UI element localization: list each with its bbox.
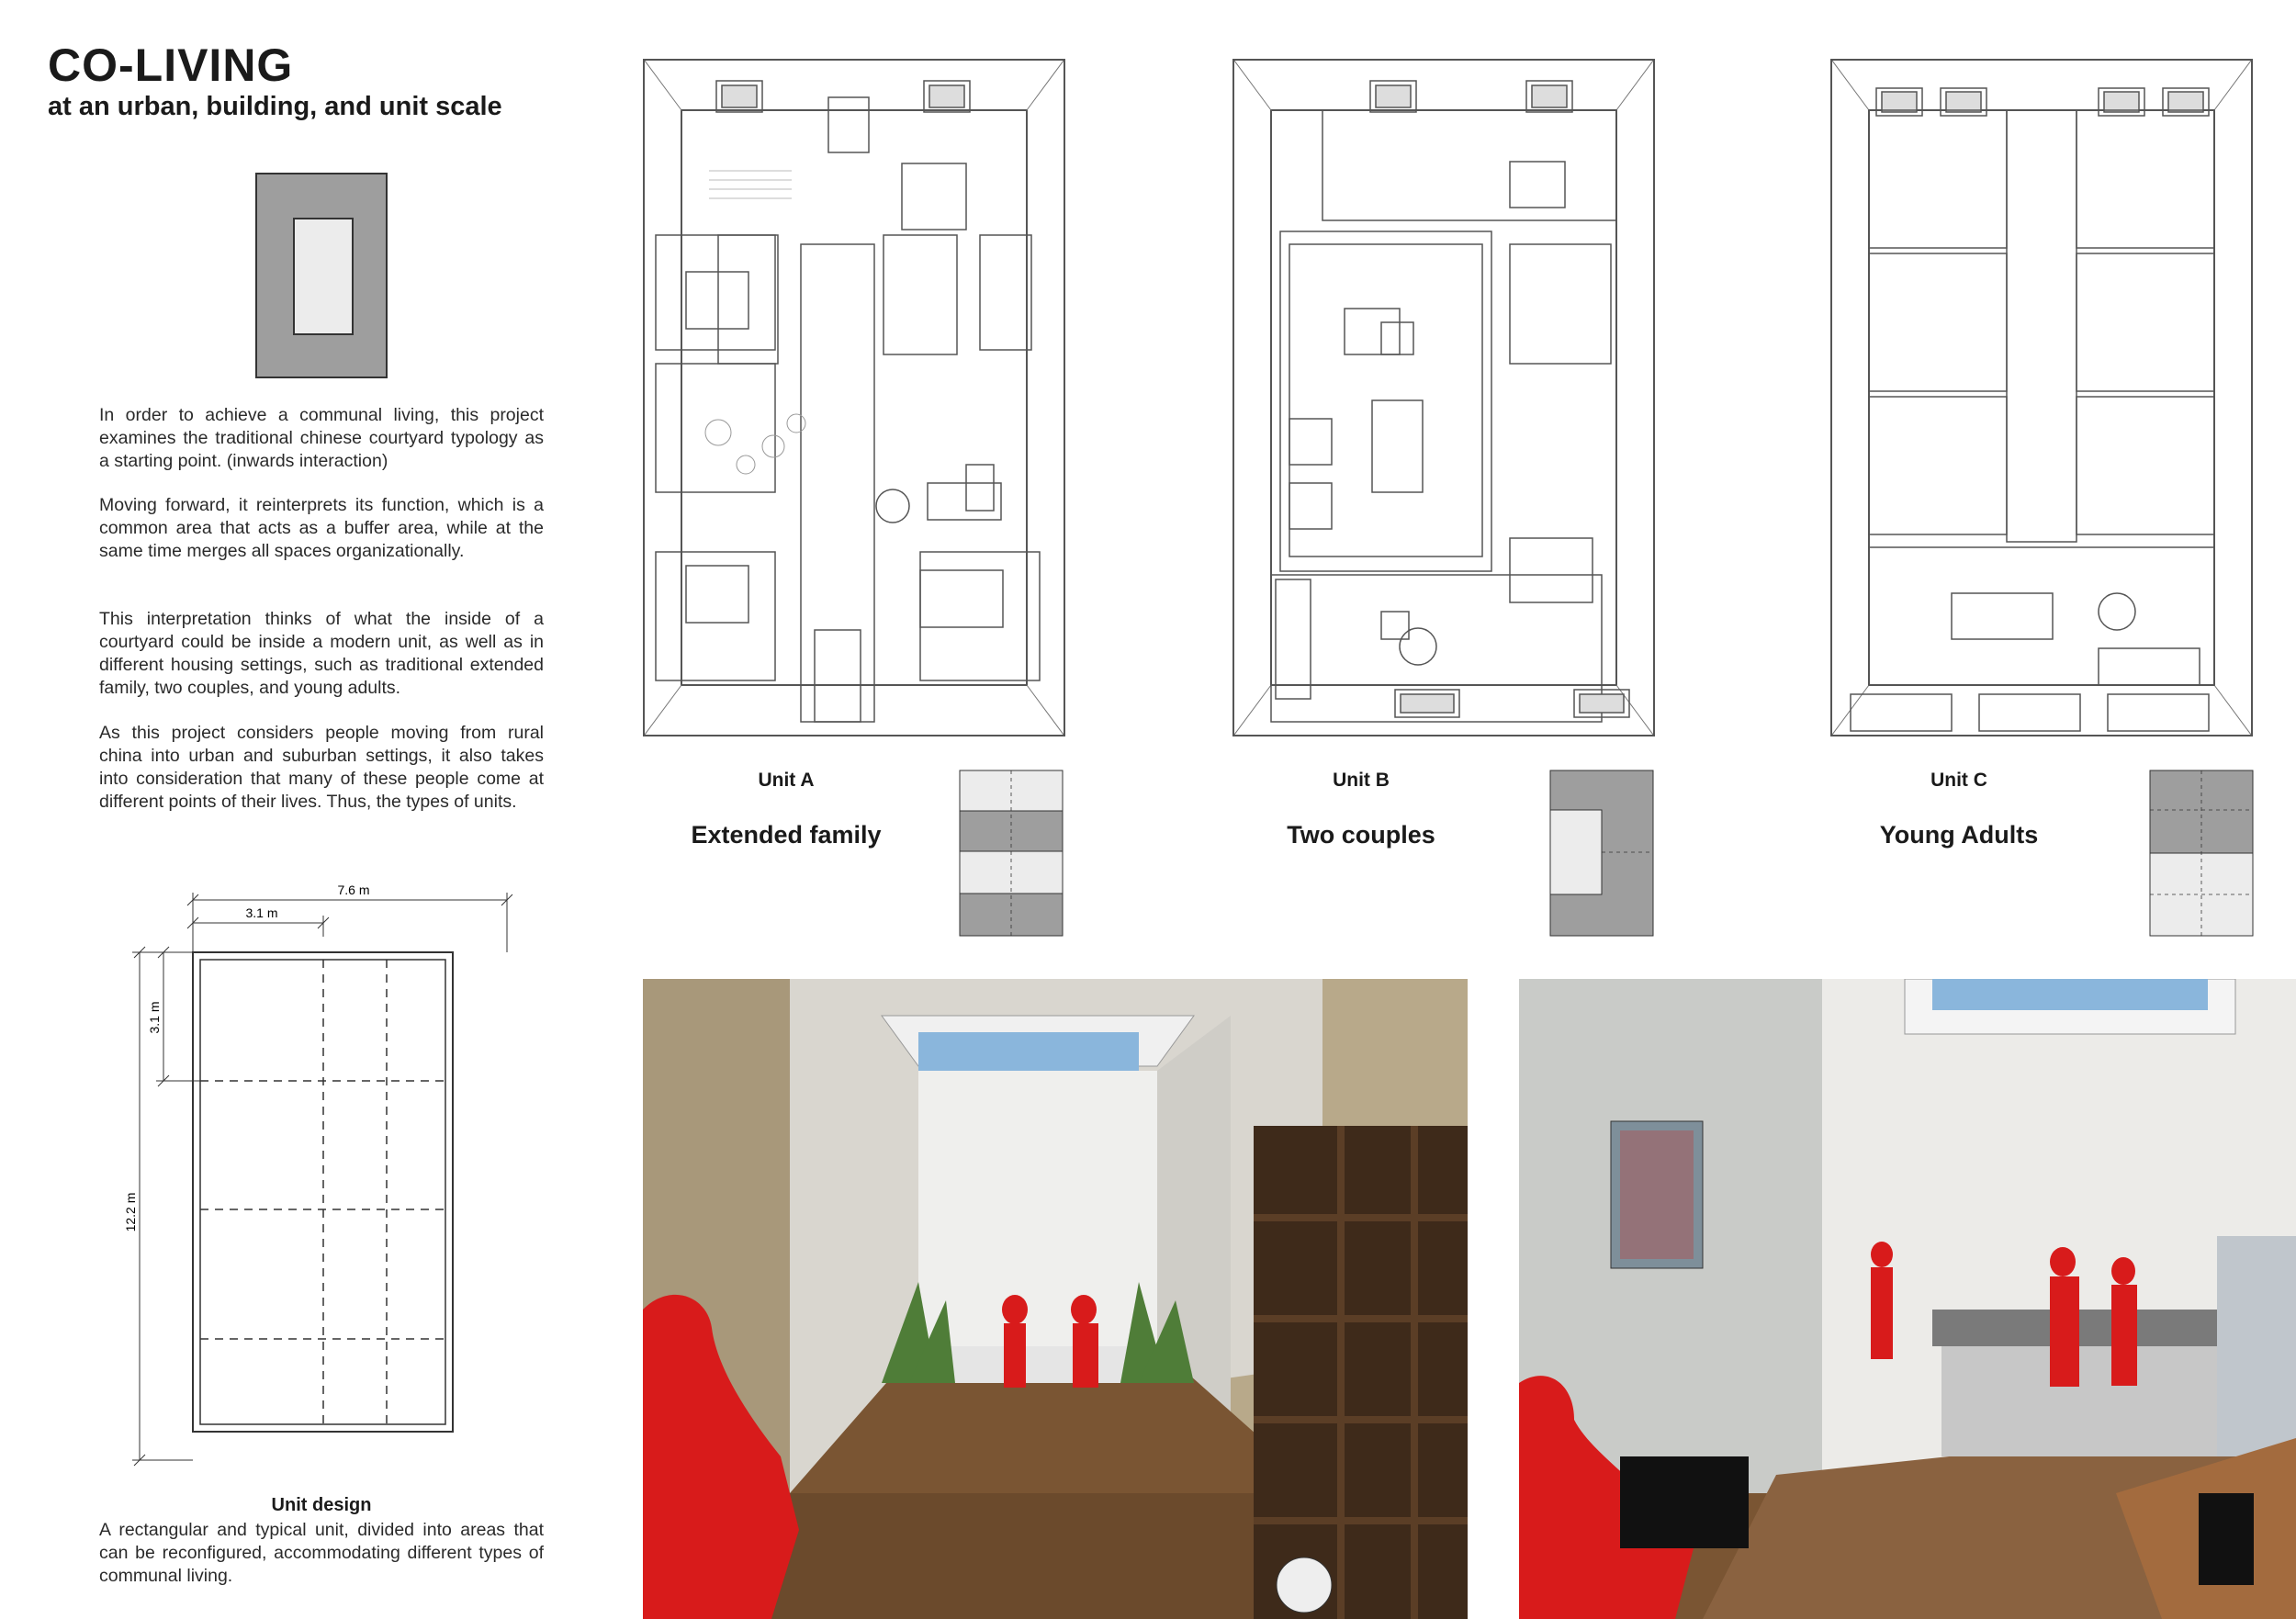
- unit-design-drawing: [119, 882, 533, 1469]
- unit-a-name: Unit A: [758, 770, 815, 791]
- page-title: CO-LIVING: [48, 39, 294, 91]
- dim-total-depth: 12.2 m: [123, 1192, 138, 1232]
- unit-a-plan: [643, 59, 1065, 736]
- intro-paragraph-2: Moving forward, it reinterprets its function, which is a common area that acts as a buffer area, while at the same time merges all spaces organizationally.: [99, 495, 544, 561]
- intro-paragraph-1: In order to achieve a communal living, this project examines the traditional chinese courtyard typology as a starting point. (inwards interaction): [99, 405, 544, 471]
- unit-b-name: Unit B: [1333, 770, 1390, 791]
- dim-module-width: 3.1 m: [245, 905, 278, 920]
- unit-b-plan: [1232, 59, 1655, 736]
- module-grid: [200, 960, 445, 1424]
- unit-b-key-diagram: [1549, 770, 1654, 937]
- unit-b-type: Two couples: [1287, 821, 1435, 849]
- dim-total-width: 7.6 m: [337, 883, 370, 897]
- intro-paragraph-4: As this project considers people moving from rural china into urban and suburban settings, it also takes into consideration that many of these people come at different points of their lives. Thus, the types of units.: [99, 723, 544, 812]
- courtyard-key-diagram: [255, 173, 388, 378]
- dim-module-depth: 3.1 m: [147, 1001, 162, 1034]
- unit-c-name: Unit C: [1930, 770, 1987, 791]
- unit-outline-inner: [200, 960, 445, 1424]
- unit-c-plan: [1830, 59, 2253, 736]
- unit-c-type: Young Adults: [1879, 821, 2039, 849]
- kitchen-render: [1519, 979, 2296, 1619]
- unit-b-plan-drawing: [1234, 61, 1653, 735]
- unit-a-type: Extended family: [691, 821, 882, 849]
- unit-a-key-diagram: [959, 770, 1064, 937]
- unit-design-title: Unit design: [271, 1495, 372, 1515]
- plants: [705, 414, 805, 474]
- unit-design-caption: A rectangular and typical unit, divided into areas that can be reconfigured, accommodating different types of communal living.: [99, 1520, 544, 1586]
- intro-paragraph-3: This interpretation thinks of what the inside of a courtyard could be inside a modern unit, as well as in different housing settings, such as traditional extended family, two couples, and young adults.: [99, 609, 544, 698]
- unit-c-key-diagram: [2149, 770, 2254, 937]
- unit-a-plan-drawing: [645, 61, 1064, 735]
- courtyard-render: [643, 979, 1468, 1619]
- unit-c-plan-drawing: [1832, 61, 2251, 735]
- courtyard-void: [293, 218, 354, 335]
- page-subtitle: at an urban, building, and unit scale: [48, 92, 502, 121]
